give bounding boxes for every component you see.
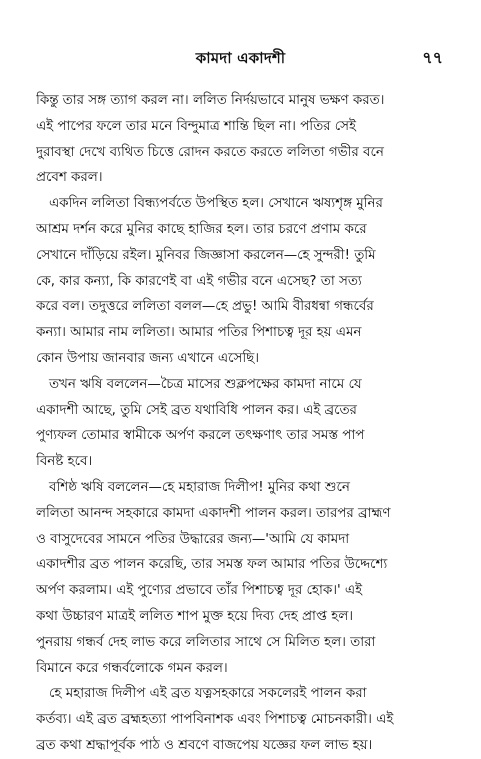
text-line: করে বল। তদুত্তরে ললিতা বলল—হে প্রভু! আমি বীরধন্বা গন্ধর্বের <box>36 299 374 315</box>
paragraph-1 <box>36 88 446 191</box>
text-line: বিমানে করে গন্ধর্বলোকে গমন করল। <box>36 660 228 676</box>
text-line: বিনষ্ট হবে। <box>36 454 93 470</box>
text-line: হে মহারাজ দিলীপ এই ব্রত যত্নসহকারে সকলেরই পালন করা <box>49 686 367 702</box>
text-line: একাদশীর ব্রত পালন করেছি, তার সমস্ত ফল আমার পতির উদ্দেশ্যে <box>36 557 388 573</box>
paragraph-4 <box>36 475 446 681</box>
text-line: একাদশী আছে, তুমি সেই ব্রত যথাবিধি পালন কর। এই ব্রতের <box>36 402 357 418</box>
text-line: আশ্রম দর্শন করে মুনির কাছে হাজির হল। তার চরণে প্রণাম করে <box>36 221 367 237</box>
text-line: কিন্তু তার সঙ্গ ত্যাগ করল না। ললিত নির্দয়ভাবে মানুষ ভক্ষণ করত। <box>36 93 385 108</box>
text-line: ব্রত কথা শ্রদ্ধাপূর্বক পাঠ ও শ্রবণে বাজপেয় যজ্ঞের ফল লাভ হয়। <box>36 737 373 753</box>
text-line: তখন ঋষি বললেন—চৈত্র মাসের শুক্লপক্ষের কামদা নামে যে <box>49 376 362 392</box>
text-line: একদিন ললিতা বিন্ধ্যপর্বতে উপস্থিত হল। সেখানে ঋষ্যশৃঙ্গ মুনির <box>49 196 383 212</box>
text-line: দুরাবস্থা দেখে ব্যথিত চিত্তে রোদন করতে করতে ললিতা গভীর বনে <box>36 144 384 160</box>
text-line: কর্তব্য। এই ব্রত ব্রহ্মহত্যা পাপবিনাশক এবং পিশাচত্ব মোচনকারী। এই <box>36 712 394 728</box>
text-line: পুণ্যফল তোমার স্বামীকে অর্পণ করলে তৎক্ষণাৎ তার সমস্ত পাপ <box>36 428 365 444</box>
text-line: সেখানে দাঁড়িয়ে রইল। মুনিবর জিজ্ঞাসা করলেন—হে সুন্দরী! তুমি <box>36 247 376 263</box>
text-line: অর্পণ করলাম। এই পুণ্যের প্রভাবে তাঁর পিশাচত্ব দূর হোক।' এই <box>36 583 363 599</box>
text-line: ললিতা আনন্দ সহকারে কামদা একাদশী পালন করল। তারপর ব্রাহ্মণ <box>36 505 391 521</box>
paragraph-5 <box>36 681 446 758</box>
text-line: কোন উপায় জানবার জন্য এখানে এসেছি। <box>36 350 260 366</box>
page-number: ৭৭ <box>422 48 443 67</box>
text-line: পুনরায় গন্ধর্ব দেহ লাভ করে ললিতার সাথে সে মিলিত হল। তারা <box>36 634 376 650</box>
running-header <box>0 46 481 70</box>
text-line: কে, কার কন্যা, কি কারণেই বা এই গভীর বনে এসেছ? তা সত্য <box>36 273 362 289</box>
paragraph-2 <box>36 191 446 372</box>
text-line: বশিষ্ঠ ঋষি বললেন—হে মহারাজ দিলীপ! মুনির কথা শুনে <box>49 479 350 495</box>
chapter-title: কামদা একাদশী <box>195 49 286 67</box>
text-line: প্রবেশ করল। <box>36 170 103 186</box>
text-line: এই পাপের ফলে তার মনে বিন্দুমাত্র শান্তি ছিল না। পতির সেই <box>36 118 356 134</box>
text-line: কন্যা। আমার নাম ললিতা। আমার পতির পিশাচত্ব দূর হয় এমন <box>36 325 362 341</box>
text-line: কথা উচ্চারণ মাত্রই ললিত শাপ মুক্ত হয়ে দিব্য দেহ প্রাপ্ত হল। <box>36 608 353 624</box>
text-line: ও বাসুদেবের সামনে পতির উদ্ধারের জন্য—'আমি যে কামদা <box>36 531 350 547</box>
body-text <box>36 88 446 759</box>
paragraph-3 <box>36 372 446 475</box>
